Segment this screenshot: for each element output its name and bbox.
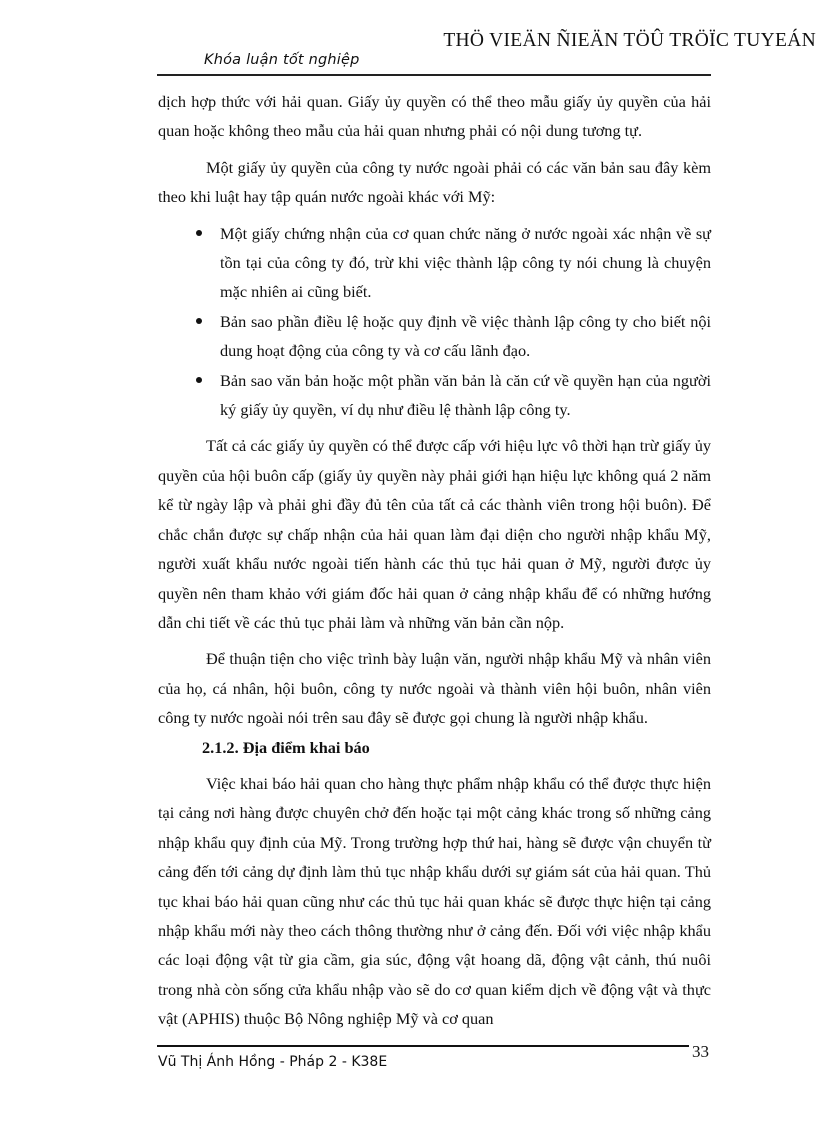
- header-divider: [157, 74, 711, 76]
- header-library-watermark: THÖ VIEÄN ÑIEÄN TÖÛ TRÖÏC TUYEÁN: [443, 30, 816, 51]
- paragraph-1: dịch hợp thức với hải quan. Giấy ủy quyền có thể theo mẫu giấy ủy quyền của hải quan hoặc không theo mẫu của hải quan nhưng phải có nội dung tương tự.: [158, 92, 711, 141]
- paragraph-3: Tất cả các giấy ủy quyền có thể được cấp với hiệu lực vô thời hạn trừ giấy ủy quyền của hội buôn cấp (giấy ủy quyền này phải giới hạn hiệu lực không quá 2 năm kể từ ngày lập và phải ghi đầy đủ tên của tất cả các thành viên trong hội buôn). Để chắc chắn được sự chấp nhận của hải quan làm đại diện cho người nhập khẩu Mỹ, người xuất khẩu nước ngoài tiến hành các thủ tục hải quan ở Mỹ, người được ủy quyền nên tham khảo với giám đốc hải quan ở cảng nhập khẩu để có những hướng dẫn chi tiết về các thủ tục phải làm và những văn bản cần nộp.: [158, 436, 711, 632]
- footer-divider: [157, 1045, 689, 1047]
- bullet-item: [158, 366, 711, 425]
- paragraph-4: Để thuận tiện cho việc trình bày luận văn, người nhập khẩu Mỹ và nhân viên của họ, cá nhân, hội buôn, công ty nước ngoài và thành viên hội buôn, nhân viên công ty nước ngoài nói trên sau đây sẽ được gọi chung là người nhập khẩu.: [158, 649, 711, 728]
- bullet-text: Bản sao văn bản hoặc một phần văn bản là căn cứ về quyền hạn của người ký giấy ủy quyền, ví dụ như điều lệ thành lập công ty.: [220, 370, 711, 420]
- header-thesis-title: Khóa luận tốt nghiệp: [204, 52, 360, 68]
- bullet-icon: [196, 230, 202, 236]
- bullet-icon: [196, 318, 202, 324]
- bullet-icon: [196, 377, 202, 383]
- bullet-item: [158, 219, 711, 307]
- document-body: [158, 87, 711, 1034]
- paragraph-2: Một giấy ủy quyền của công ty nước ngoài phải có các văn bản sau đây kèm theo khi luật hay tập quán nước ngoài khác với Mỹ:: [158, 157, 711, 207]
- bullet-item: [158, 307, 711, 366]
- page-number: 33: [692, 1042, 709, 1061]
- paragraph-5: Việc khai báo hải quan cho hàng thực phẩm nhập khẩu có thể được thực hiện tại cảng nơi hàng được chuyên chở đến hoặc tại một cảng khác trong số những cảng nhập khẩu quy định của Mỹ. Trong trường hợp thứ hai, hàng sẽ được vận chuyển từ cảng đến tới cảng dự định làm thủ tục nhập khẩu dưới sự giám sát của hải quan. Thủ tục khai báo hải quan cũng như các thủ tục hải quan khác sẽ được thực hiện tại cảng nhập khẩu mới này theo cách thông thường như ở cảng đến. Đối với việc nhập khẩu các loại động vật từ gia cầm, gia súc, động vật hoang dã, động vật cảnh, thú nuôi trong nhà còn sống cửa khẩu nhập vào sẽ do cơ quan kiểm dịch về động vật và thực vật (APHIS) thuộc Bộ Nông nghiệp Mỹ và cơ quan: [158, 773, 711, 1029]
- section-heading: 2.1.2. Địa điểm khai báo: [202, 737, 370, 757]
- footer-author: Vũ Thị Ánh Hồng - Pháp 2 - K38E: [158, 1054, 388, 1070]
- bullet-text: Bản sao phần điều lệ hoặc quy định về việc thành lập công ty cho biết nội dung hoạt động của công ty và cơ cấu lãnh đạo.: [220, 311, 711, 361]
- bullet-list: [158, 219, 711, 425]
- bullet-text: Một giấy chứng nhận của cơ quan chức năng ở nước ngoài xác nhận về sự tồn tại của công ty đó, trừ khi việc thành lập công ty nói chung là chuyện mặc nhiên ai cũng biết.: [220, 223, 711, 302]
